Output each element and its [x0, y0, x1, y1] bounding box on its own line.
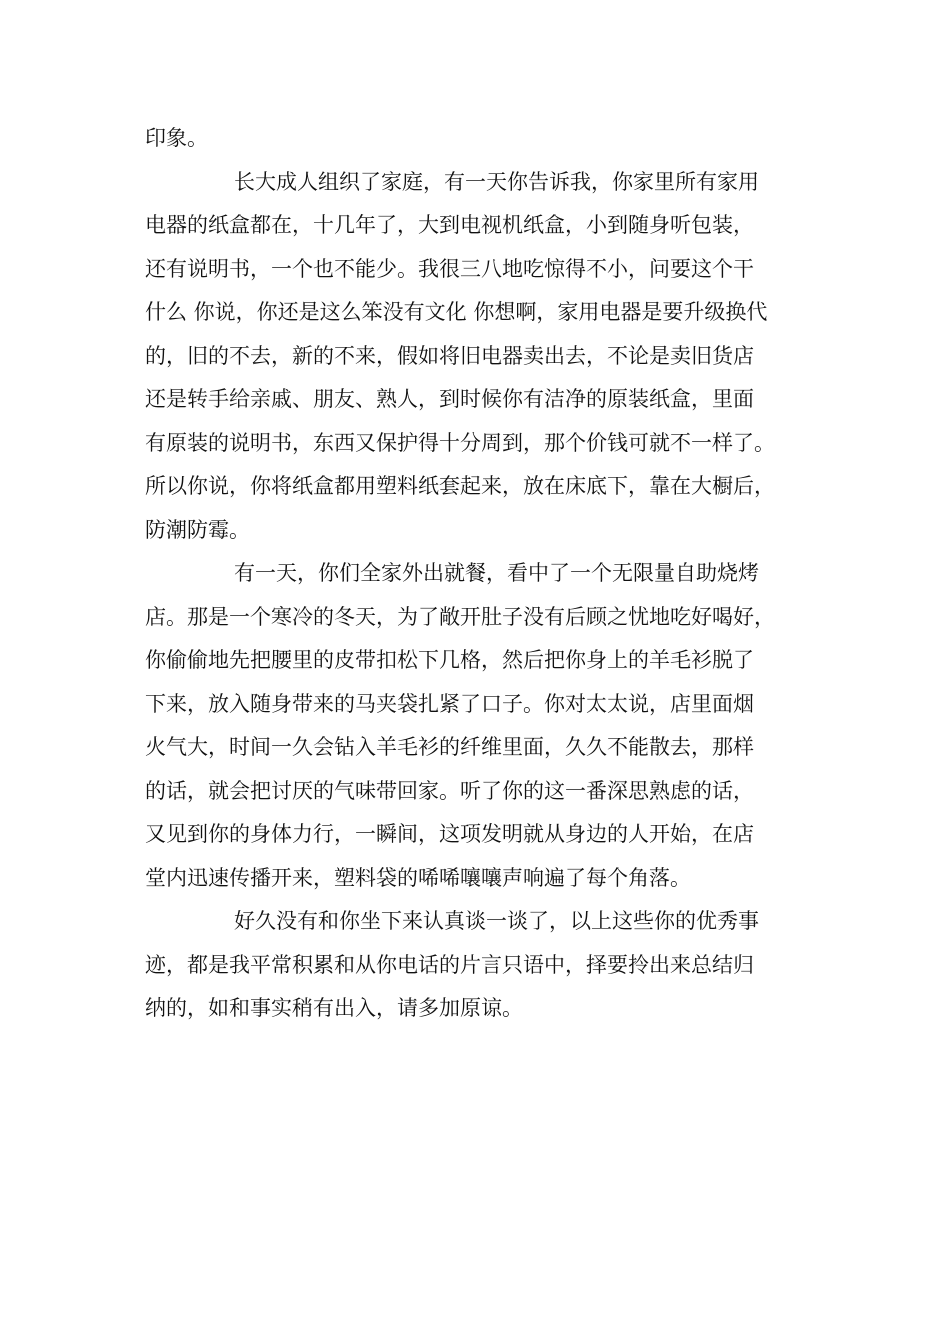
text-line: 长大成人组织了家庭，有一天你告诉我，你家里所有家用 — [234, 169, 759, 194]
text-line: 迹，都是我平常积累和从你电话的片言只语中，择要拎出来总结归 — [145, 952, 754, 977]
text-line: 纳的，如和事实稍有出入，请多加原谅。 — [145, 996, 523, 1020]
text-line: 有一天，你们全家外出就餐，看中了一个无限量自助烧烤 — [234, 561, 759, 585]
text-line: 什么 你说，你还是这么笨没有文化 你想啊，家用电器是要升级换代 — [145, 300, 768, 324]
text-line: 好久没有和你坐下来认真谈一谈了，以上这些你的优秀事 — [234, 909, 759, 933]
text-line: 电器的纸盒都在，十几年了，大到电视机纸盒，小到随身听包装， — [145, 213, 754, 237]
paragraph-4 — [145, 900, 825, 1031]
text-line: 下来，放入随身带来的马夹袋扎紧了口子。你对太太说，店里面烟 — [145, 691, 754, 716]
text-line: 防潮防霉。 — [145, 517, 250, 542]
paragraph-2 — [145, 161, 825, 553]
text-line: 火气大，时间一久会钻入羊毛衫的纤维里面，久久不能散去，那样 — [145, 735, 754, 759]
text-line: 有原装的说明书，东西又保护得十分周到，那个价钱可就不一样了。 — [145, 430, 775, 455]
text-line: 的，旧的不去，新的不来，假如将旧电器卖出去，不论是卖旧货店 — [145, 343, 754, 368]
body-text — [145, 117, 825, 1031]
text-line: 的话，就会把讨厌的气味带回家。听了你的这一番深思熟虑的话， — [145, 778, 754, 803]
text-line: 所以你说，你将纸盒都用塑料纸套起来，放在床底下，靠在大橱后， — [145, 474, 775, 498]
paragraph-3 — [145, 552, 825, 900]
text-line: 还有说明书，一个也不能少。我很三八地吃惊得不小，问要这个干 — [145, 256, 754, 281]
text-line: 你偷偷地先把腰里的皮带扣松下几格，然后把你身上的羊毛衫脱了 — [145, 648, 754, 672]
text-line: 店。那是一个寒冷的冬天，为了敞开肚子没有后顾之忧地吃好喝好， — [145, 604, 775, 629]
text-line: 堂内迅速传播开来，塑料袋的唏唏嚷嚷声响遍了每个角落。 — [145, 865, 691, 890]
text-line: 还是转手给亲戚、朋友、熟人，到时候你有洁净的原装纸盒，里面 — [145, 387, 754, 411]
paragraph-1 — [145, 117, 825, 161]
text-line: 印象。 — [145, 126, 208, 150]
text-line: 又见到你的身体力行，一瞬间，这项发明就从身边的人开始，在店 — [145, 822, 754, 846]
